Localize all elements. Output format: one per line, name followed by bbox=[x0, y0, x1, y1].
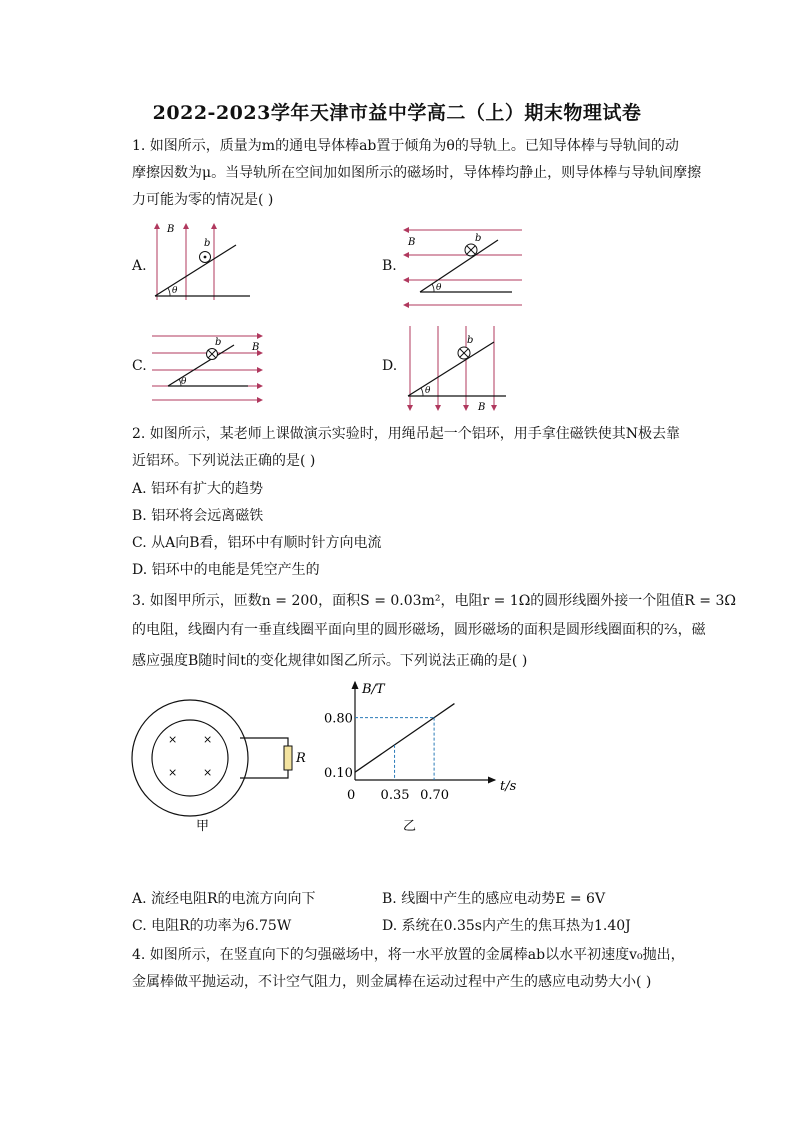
field-b-label: B bbox=[252, 342, 260, 353]
q1-option-d-label: D. bbox=[382, 358, 398, 374]
figure-jia-label: 甲 bbox=[196, 819, 210, 834]
figure-b bbox=[404, 230, 522, 305]
q2-option-c: C. 从A向B看，铝环中有顺时针方向电流 bbox=[132, 535, 382, 551]
x-axis-label: t/s bbox=[500, 779, 517, 794]
q2-line-2: 近铝环。下列说法正确的是( ) bbox=[132, 453, 316, 469]
field-b-label: B bbox=[478, 402, 486, 413]
theta-label: θ bbox=[425, 386, 431, 396]
cross-mark: × bbox=[168, 733, 178, 746]
resistor-label: R bbox=[296, 751, 306, 766]
x-tick-label: 0.35 bbox=[380, 788, 410, 803]
q1-option-b-label: B. bbox=[382, 258, 397, 274]
field-b-label: B bbox=[167, 224, 175, 235]
q4-line-1: 4. 如图所示，在竖直向下的匀强磁场中，将一水平放置的金属棒ab以水平初速度v₀抛出， bbox=[132, 947, 685, 963]
figure-c bbox=[152, 336, 262, 400]
q3-option-c: C. 电阻R的功率为6.75W bbox=[132, 918, 292, 934]
figure-yi-label: 乙 bbox=[403, 819, 417, 834]
series-line bbox=[355, 704, 454, 773]
q2-option-b: B. 铝环将会远离磁铁 bbox=[132, 508, 264, 524]
field-b-label: B bbox=[408, 237, 416, 248]
theta-label: θ bbox=[436, 283, 442, 293]
q1-line-1: 1. 如图所示，质量为m的通电导体棒ab置于倾角为θ的导轨上。已知导体棒与导轨间的动 bbox=[132, 138, 679, 154]
q1-option-a-label: A. bbox=[132, 258, 147, 274]
q2-line-1: 2. 如图所示，某老师上课做演示实验时，用绳吊起一个铝环，用手拿住磁铁使其N极去靠 bbox=[132, 426, 681, 442]
coil-figure bbox=[132, 700, 306, 834]
theta-label: θ bbox=[181, 377, 187, 387]
y-axis-label: B/T bbox=[362, 682, 385, 697]
b-label: b bbox=[204, 238, 211, 249]
cross-mark: × bbox=[168, 766, 178, 779]
q2-option-a: A. 铝环有扩大的趋势 bbox=[132, 481, 264, 497]
b-label: b bbox=[475, 233, 482, 244]
q3-line-2: 的电阻，线圈内有一垂直线圈平面向里的圆形磁场，圆形磁场的面积是圆形线圈面积的⅔，磁 bbox=[132, 622, 706, 638]
x-tick-label: 0 bbox=[347, 788, 356, 803]
q3-option-b: B. 线圈中产生的感应电动势E = 6V bbox=[382, 891, 606, 907]
q1-option-c-label: C. bbox=[132, 358, 147, 374]
b-label: b bbox=[467, 335, 474, 346]
theta-label: θ bbox=[172, 286, 178, 296]
q1-line-2: 摩擦因数为μ。当导轨所在空间加如图所示的磁场时，导体棒均静止，则导体棒与导轨间摩擦 bbox=[132, 165, 702, 181]
y-tick-label: 0.10 bbox=[324, 766, 353, 782]
cross-mark: × bbox=[203, 733, 213, 746]
y-tick-label: 0.80 bbox=[324, 711, 353, 727]
cross-mark: × bbox=[203, 766, 213, 779]
figure-d bbox=[408, 326, 506, 413]
figure-a bbox=[155, 224, 250, 300]
q3-line-3: 感应强度B随时间t的变化规律如图乙所示。下列说法正确的是( ) bbox=[132, 653, 528, 669]
q3-line-1: 3. 如图甲所示，匝数n = 200，面积S = 0.03m²，电阻r = 1Ω的圆形线圈外接一个阻值R = 3Ω bbox=[132, 593, 736, 609]
bt-chart bbox=[324, 682, 517, 834]
q2-option-d: D. 铝环中的电能是凭空产生的 bbox=[132, 562, 320, 578]
page-title: 2022-2023学年天津市益中学高二（上）期末物理试卷 bbox=[152, 102, 642, 124]
b-label: b bbox=[215, 337, 222, 348]
q4-line-2: 金属棒做平抛运动，不计空气阻力，则金属棒在运动过程中产生的感应电动势大小( ) bbox=[132, 974, 652, 990]
q3-option-d: D. 系统在0.35s内产生的焦耳热为1.40J bbox=[382, 918, 631, 934]
q1-line-3: 力可能为零的情况是( ) bbox=[132, 192, 274, 208]
q3-option-a: A. 流经电阻R的电流方向向下 bbox=[132, 891, 316, 907]
x-tick-label: 0.70 bbox=[420, 788, 450, 803]
